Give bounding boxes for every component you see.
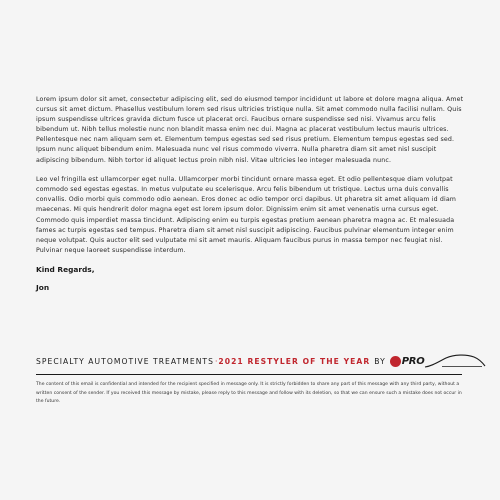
confidentiality-disclaimer: The content of this email is confidential and intended for the recipient specified in message only. It is strictly forbidden to share any part of this message with any third party, without a written consent of the sender. If you received this message by mistake, please reply to this message and follow with its deletion, so that we can ensure such a mistake does not occur in the future. (36, 382, 462, 404)
signature-divider (36, 374, 462, 375)
signature-separator: · (215, 356, 218, 366)
car-silhouette-icon (424, 353, 486, 369)
body-paragraph-1: Lorem ipsum dolor sit amet, consectetur adipiscing elit, sed do eiusmod tempor incididunt ut labore et dolore magna aliqua. Amet cursus sit amet dictum. Phasellus vestibulum lorem sed risus ultricies tristique nulla. Sit amet commodo nulla facilisi nullam. Quis ipsum suspendisse ultrices gravida dictum fusce ut placerat orci. Faucibus ornare suspendisse sed nisi. Vivamus arcu felis bibendum ut. Nibh tellus molestie nunc non blandit massa enim nec dui. Magna ac placerat vestibulum lectus mauris ultrices. Pellentesque nec nam aliquam sem et. Elementum tempus egestas sed sed risus pretium. Elementum tempus egestas sed sed. Ipsum nunc aliquet bibendum enim. Malesuada nunc vel risus commodo viverra. Nulla pharetra diam sit amet nisl suscipit adipiscing bibendum. Nibh tortor id aliquet lectus proin nibh nisl. Vitae ultricies leo integer malesuada nunc. (36, 96, 464, 164)
award-text: 2021 RESTYLER OF THE YEAR (218, 356, 371, 366)
logo-text: PRO (401, 355, 425, 367)
body-paragraph-2: Leo vel fringilla est ullamcorper eget nulla. Ullamcorper morbi tincidunt ornare massa eget. Et odio pellentesque diam volutpat commodo sed egestas egestas. In metus vulputate eu scelerisque. Arcu felis bibendum ut tristique. Lectus urna duis convallis convallis. Odio morbi quis commodo odio aenean. Eros donec ac odio tempor orci dapibus. Ut pharetra sit amet aliquam id diam maecenas. Mi quis hendrerit dolor magna eget est lorem ipsum dolor. Dignissim enim sit amet venenatis urna cursus eget. Commodo quis imperdiet massa tincidunt. Adipiscing enim eu turpis egestas pretium aenean pharetra magna ac. Et malesuada fames ac turpis egestas sed tempus. Pharetra diam sit amet nisl suscipit adipiscing. Faucibus pulvinar elementum integer enim neque volutpat. Quis auctor elit sed vulputate mi sit amet mauris. Aliquam faucibus purus in massa tempor nec feugiat nisl. Pulvinar neque laoreet suspendisse interdum. (36, 176, 457, 254)
closing-line: Kind Regards, (36, 265, 95, 275)
email-signature (36, 350, 466, 372)
pro-logo[interactable] (390, 353, 487, 369)
company-name: SPECIALTY AUTOMOTIVE TREATMENTS (36, 356, 214, 366)
logo-circle-icon (390, 356, 401, 367)
sender-name: Jon (36, 283, 50, 293)
by-text: BY (374, 356, 386, 366)
email-body (36, 95, 466, 292)
